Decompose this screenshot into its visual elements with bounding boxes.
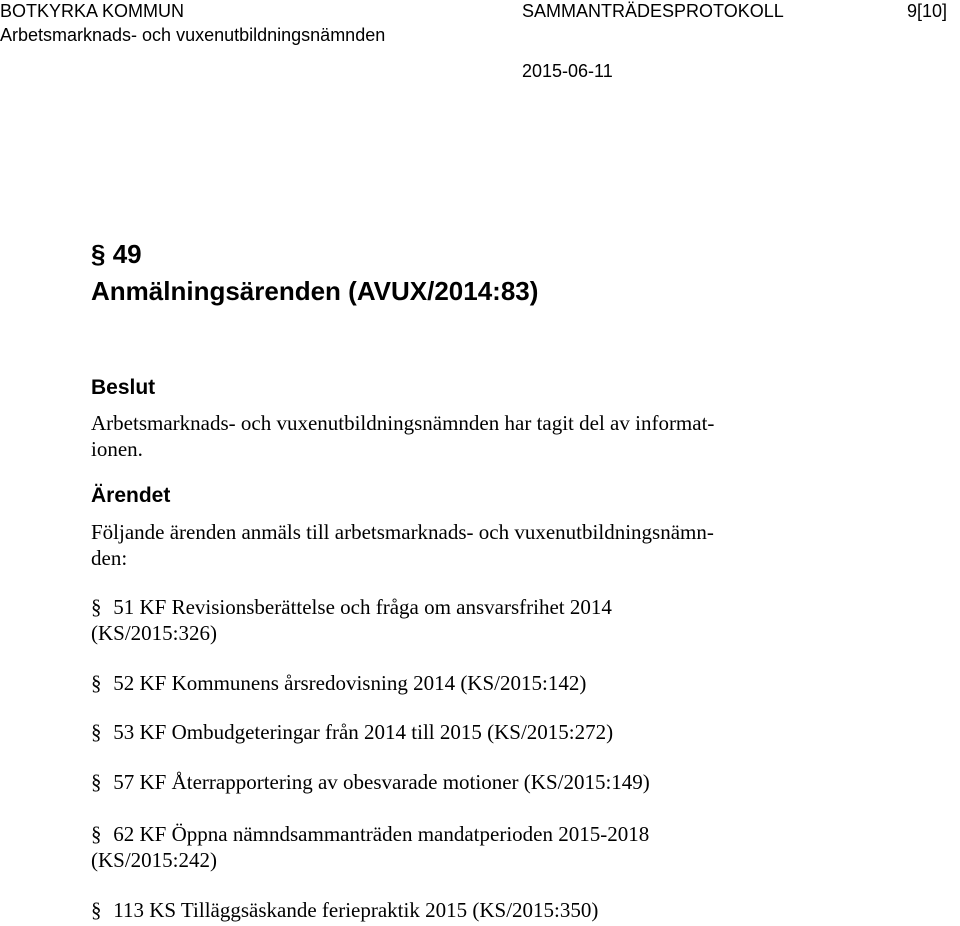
header-org: BOTKYRKA KOMMUN <box>0 1 185 21</box>
list-item <box>91 594 811 646</box>
paragraph-symbol: § <box>91 595 102 619</box>
paragraph-symbol: § <box>91 822 102 846</box>
list-item-text: 52 KF Kommunens årsredovisning 2014 (KS/2015:142) <box>108 671 587 695</box>
header-doc-type: SAMMANTRÄDESPROTOKOLL <box>522 1 784 21</box>
list-item-text-continued: (KS/2015:242) <box>91 848 217 872</box>
list-item <box>91 897 811 923</box>
list-item-text-continued: (KS/2015:326) <box>91 621 217 645</box>
beslut-heading: Beslut <box>91 376 156 399</box>
section-number-value: 49 <box>112 239 142 269</box>
list-item <box>91 670 811 696</box>
header-date: 2015-06-11 <box>522 61 613 81</box>
section-symbol: § <box>91 239 106 269</box>
arendet-heading: Ärendet <box>91 484 171 507</box>
list-item-text: 53 KF Ombudgeteringar från 2014 till 2015 (KS/2015:272) <box>108 720 614 744</box>
paragraph-symbol: § <box>91 671 102 695</box>
list-item <box>91 719 811 745</box>
header-page-number: 9[10] <box>907 1 948 21</box>
arendet-text-line-2: den: <box>91 546 128 570</box>
beslut-text-line-1: Arbetsmarknads- och vuxenutbildningsnämnden har tagit del av informat- <box>91 411 715 435</box>
list-item-text: 57 KF Återrapportering av obesvarade motioner (KS/2015:149) <box>108 770 650 794</box>
header-committee: Arbetsmarknads- och vuxenutbildningsnämnden <box>0 25 386 45</box>
arendet-text <box>91 519 811 571</box>
beslut-text-line-2: ionen. <box>91 437 143 461</box>
list-item-text: 113 KS Tilläggsäskande feriepraktik 2015 (KS/2015:350) <box>108 898 599 922</box>
section-title: Anmälningsärenden (AVUX/2014:83) <box>91 276 539 306</box>
list-item <box>91 769 811 795</box>
arendet-text-line-1: Följande ärenden anmäls till arbetsmarknads- och vuxenutbildningsnämn- <box>91 520 714 544</box>
section-number <box>91 239 142 269</box>
list-item <box>91 821 811 873</box>
list-item-text: 51 KF Revisionsberättelse och fråga om ansvarsfrihet 2014 <box>108 595 612 619</box>
paragraph-symbol: § <box>91 720 102 744</box>
paragraph-symbol: § <box>91 898 102 922</box>
paragraph-symbol: § <box>91 770 102 794</box>
list-item-text: 62 KF Öppna nämndsammanträden mandatperioden 2015-2018 <box>108 822 650 846</box>
beslut-text <box>91 410 811 462</box>
